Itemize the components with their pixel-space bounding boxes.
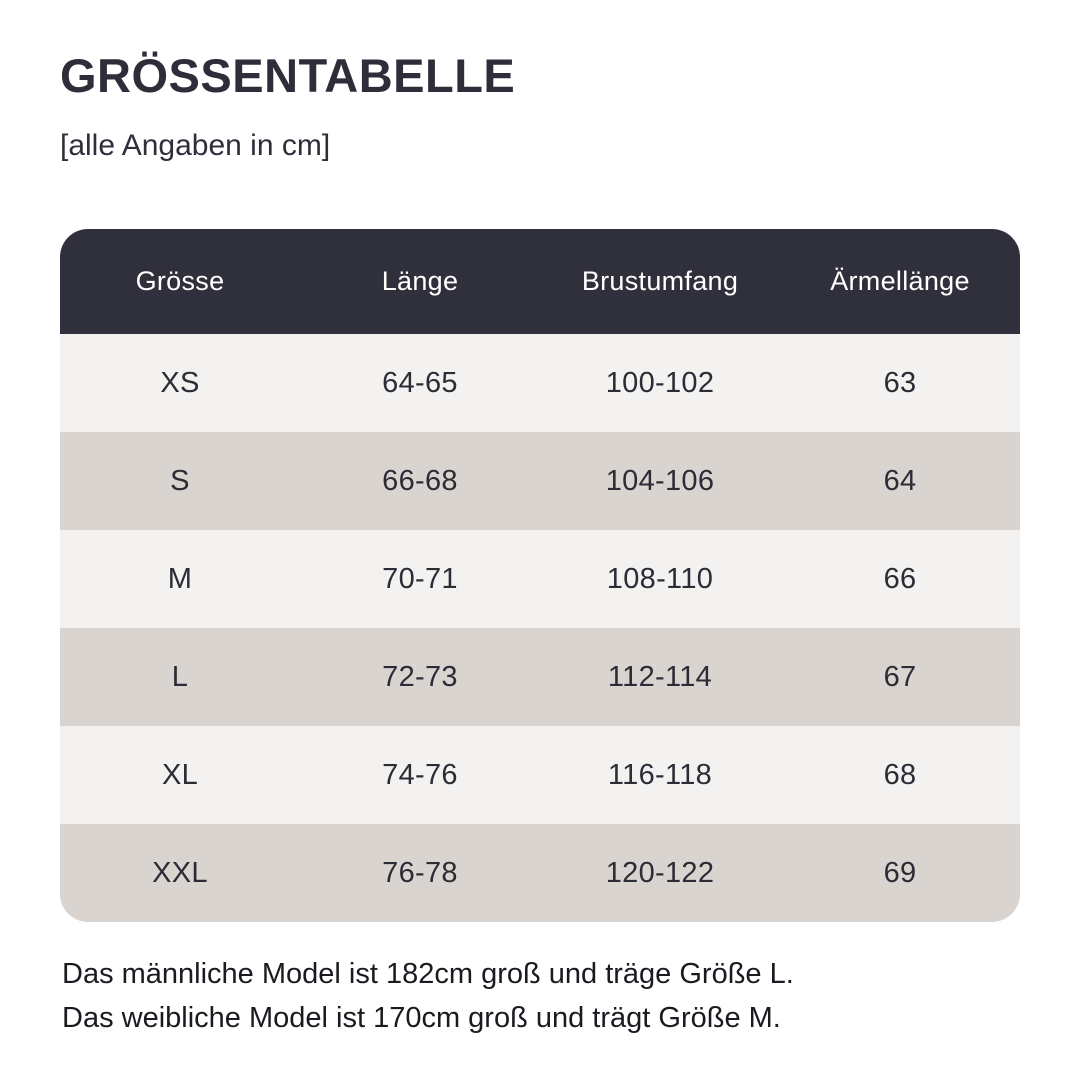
model-info-line-male: Das männliche Model ist 182cm groß und träge Größe L. — [62, 958, 794, 990]
column-header-laenge: Länge — [381, 266, 459, 296]
table-row-l — [60, 628, 1020, 726]
cell-brustumfang: 108-110 — [606, 562, 714, 595]
cell-brustumfang: 104-106 — [605, 464, 715, 497]
table-row-xs — [60, 334, 1020, 432]
unit-note: [alle Angaben in cm] — [60, 129, 331, 162]
cell-laenge: 66-68 — [382, 464, 458, 497]
cell-aermellaenge: 67 — [883, 660, 917, 693]
cell-laenge: 72-73 — [382, 660, 458, 693]
cell-laenge: 70-71 — [382, 562, 458, 595]
column-header-brustumfang: Brustumfang — [581, 266, 739, 296]
cell-aermellaenge: 63 — [883, 366, 917, 399]
cell-size: XS — [160, 366, 200, 399]
cell-brustumfang: 120-122 — [605, 856, 715, 889]
cell-laenge: 64-65 — [382, 366, 458, 399]
model-info — [62, 952, 1020, 1040]
cell-laenge: 74-76 — [382, 758, 458, 791]
cell-aermellaenge: 64 — [883, 464, 917, 497]
size-table-header — [60, 229, 1020, 334]
cell-size: XL — [161, 758, 199, 791]
table-row-s — [60, 432, 1020, 530]
cell-laenge: 76-78 — [382, 856, 458, 889]
cell-brustumfang: 116-118 — [607, 758, 713, 791]
cell-size: L — [171, 660, 189, 693]
cell-size: XXL — [152, 856, 208, 889]
cell-brustumfang: 100-102 — [605, 366, 715, 399]
cell-aermellaenge: 69 — [883, 856, 917, 889]
cell-aermellaenge: 66 — [883, 562, 917, 595]
cell-aermellaenge: 68 — [883, 758, 917, 791]
column-header-groesse: Grösse — [135, 266, 225, 296]
model-info-line-female: Das weibliche Model ist 170cm groß und trägt Größe M. — [62, 1002, 781, 1034]
table-row-m — [60, 530, 1020, 628]
size-table — [60, 229, 1020, 922]
page-title: GRÖSSENTABELLE — [60, 49, 516, 102]
size-table-body — [60, 334, 1020, 922]
column-header-aermellaenge: Ärmellänge — [830, 266, 970, 296]
table-row-xxl — [60, 824, 1020, 922]
cell-brustumfang: 112-114 — [607, 660, 713, 693]
cell-size: S — [170, 464, 190, 497]
cell-size: M — [167, 562, 193, 595]
table-row-xl — [60, 726, 1020, 824]
